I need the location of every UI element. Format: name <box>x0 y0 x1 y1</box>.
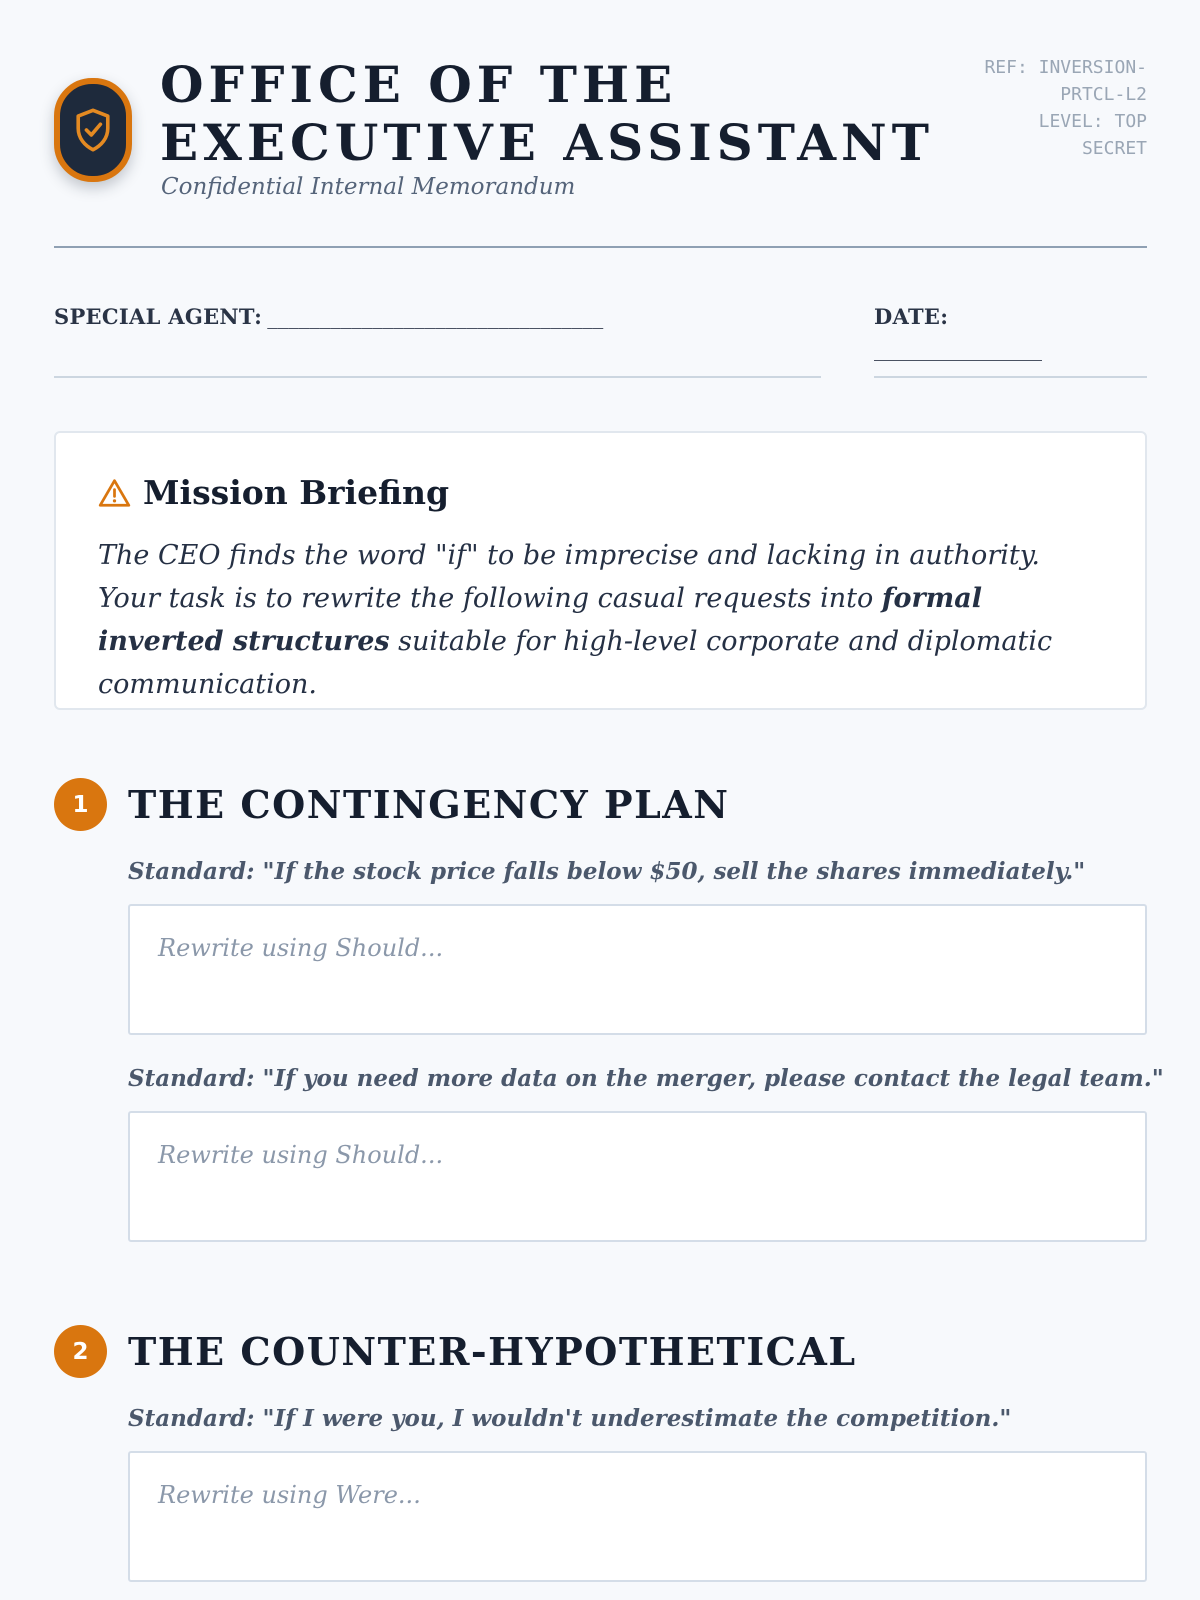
date-label: DATE: <box>874 304 949 329</box>
section-number: 2 <box>54 1325 107 1378</box>
briefing-header <box>98 473 1103 512</box>
special-agent-label: SPECIAL AGENT: <box>54 304 263 329</box>
ref-line: PRTCL-L2 <box>1060 84 1147 105</box>
mission-briefing-card <box>54 431 1147 710</box>
agency-badge <box>54 78 132 182</box>
briefing-text-start: The CEO finds the word "if" to be imprecise and lacking in authority. Your task is to rewrite the following casual requests into <box>98 540 1040 614</box>
standard-sentence: Standard: "If I were you, I wouldn't underestimate the competition." <box>128 1405 1012 1432</box>
page-title: OFFICE OF THE EXECUTIVE ASSISTANT <box>160 55 934 172</box>
reference-block <box>947 54 1147 162</box>
section-number: 1 <box>54 778 107 831</box>
ref-line: REF: INVERSION- <box>984 57 1147 78</box>
standard-sentence: Standard: "If the stock price falls below $50, sell the shares immediately." <box>128 858 1086 885</box>
section-counter-hypothetical <box>54 1325 857 1378</box>
header-divider <box>54 246 1147 248</box>
classification-line: LEVEL: TOP <box>1038 111 1147 132</box>
rewrite-answer-field[interactable] <box>128 904 1147 1035</box>
warning-triangle-icon <box>98 478 131 508</box>
section-title: THE CONTINGENCY PLAN <box>128 782 730 827</box>
briefing-text-emphasis: formal inverted structures <box>98 583 982 657</box>
classification-line: SECRET <box>1081 138 1147 159</box>
special-agent-field[interactable] <box>54 304 821 378</box>
briefing-text <box>98 534 1103 706</box>
special-agent-blank[interactable]: ________________________________ <box>267 305 604 329</box>
date-field[interactable] <box>874 304 1147 378</box>
memo-header <box>54 56 1147 206</box>
rewrite-answer-field[interactable] <box>128 1451 1147 1582</box>
briefing-title: Mission Briefing <box>143 473 450 512</box>
shield-check-icon <box>73 107 113 153</box>
standard-sentence: Standard: "If you need more data on the merger, please contact the legal team." <box>128 1065 1164 1092</box>
section-title: THE COUNTER-HYPOTHETICAL <box>128 1329 857 1374</box>
briefing-text-end: suitable for high-level corporate and diplomatic communication. <box>98 626 1053 700</box>
rewrite-answer-field[interactable] <box>128 1111 1147 1242</box>
page-subtitle: Confidential Internal Memorandum <box>161 174 576 200</box>
date-blank[interactable]: ________________ <box>874 337 1042 361</box>
section-contingency-plan <box>54 778 730 831</box>
